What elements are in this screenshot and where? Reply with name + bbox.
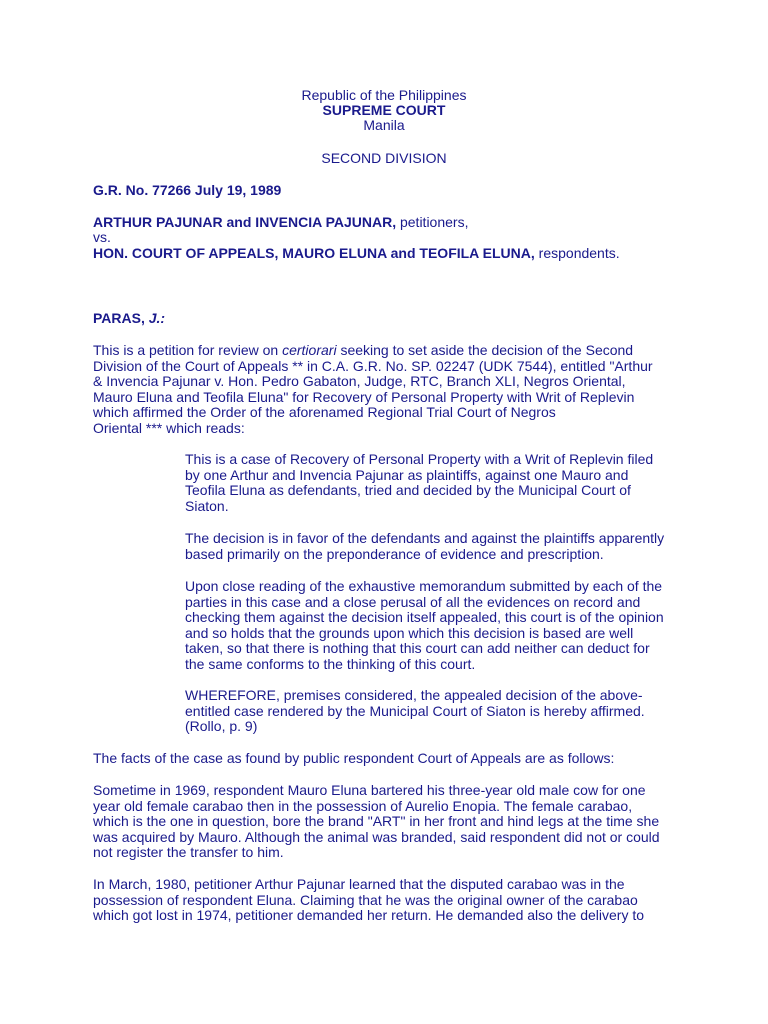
facts-line: possession of respondent Eluna. Claiming that he was the original owner of the carabao (93, 891, 638, 908)
ponente-title: J.: (148, 310, 166, 326)
facts-line: was acquired by Mauro. Although the animal was branded, said respondent did not or could (93, 828, 660, 845)
facts-line: year old female carabao then in the possession of Aurelio Enopia. The female carabao, (93, 797, 633, 814)
facts-paragraph (93, 877, 713, 924)
intro-line: which affirmed the Order of the aforenamed Regional Trial Court of Negros (93, 404, 556, 420)
quote-line: Teofila Eluna as defendants, tried and decided by the Municipal Court of (185, 482, 631, 498)
intro-line: Oriental *** which reads: (93, 419, 245, 436)
ponente-name: PARAS, (93, 310, 145, 326)
respondents-role: respondents. (534, 245, 620, 261)
facts-paragraph (93, 783, 713, 861)
quote-line: parties in this case and a close perusal of all the evidences on record and (185, 593, 641, 610)
quote-paragraph (185, 579, 685, 672)
quote-line: taken, so that there is nothing that this court can add neither can deduct for (185, 640, 650, 656)
court-city: Manila (363, 117, 405, 133)
quote-line: (Rollo, p. 9) (185, 718, 258, 734)
respondents-names: HON. COURT OF APPEALS, MAURO ELUNA and TEOFILA ELUNA, (93, 245, 535, 261)
petitioners-role: petitioners, (396, 214, 469, 230)
petitioners-line (93, 215, 653, 231)
republic-line: Republic of the Philippines (301, 87, 467, 103)
gr-number: G.R. No. 77266 July 19, 1989 (93, 182, 282, 198)
quote-line: by one Arthur and Invencia Pajunar as plaintiffs, against one Mauro and (185, 466, 629, 483)
division-title: SECOND DIVISION (321, 150, 447, 166)
quote-line: the same conforms to the thinking of this court. (185, 655, 476, 672)
quote-paragraph (185, 688, 685, 735)
facts-line: not register the transfer to him. (93, 844, 284, 860)
quote-line: This is a case of Recovery of Personal Property with a Writ of Replevin filed (185, 451, 654, 467)
quote-line: entitled case rendered by the Municipal Court of Siaton is hereby affirmed. (185, 702, 645, 719)
intro-paragraph (93, 343, 693, 436)
intro-italic: certiorari (282, 342, 337, 358)
facts-intro: The facts of the case as found by public respondent Court of Appeals are as follows: (93, 750, 615, 766)
intro-line: Mauro Eluna and Teofila Eluna" for Recovery of Personal Property with Writ of Replevin (93, 388, 635, 405)
quote-paragraph (185, 531, 685, 562)
facts-line: which is the one in question, bore the brand "ART" in her front and hind legs at the time she (93, 813, 660, 829)
intro-line: Division of the Court of Appeals ** in C.A. G.R. No. SP. 02247 (UDK 7544), entitled "Arthur (93, 357, 653, 374)
facts-line: In March, 1980, petitioner Arthur Pajunar learned that the disputed carabao was in the (93, 876, 625, 892)
respondents-line (93, 246, 693, 262)
quote-line: and so holds that the grounds upon which this decision is based are well (185, 624, 634, 641)
ponente (93, 311, 653, 327)
facts-line: Sometime in 1969, respondent Mauro Eluna bartered his three-year old male cow for one (93, 782, 646, 798)
intro-text: seeking to set aside the decision of the Second (336, 342, 634, 358)
quote-line: WHEREFORE, premises considered, the appealed decision of the above- (185, 687, 643, 703)
quote-line: Siaton. (185, 497, 229, 514)
intro-line (93, 343, 693, 359)
court-name: SUPREME COURT (322, 102, 446, 118)
quote-line: Upon close reading of the exhaustive memorandum submitted by each of the (185, 578, 663, 594)
petitioners-names: ARTHUR PAJUNAR and INVENCIA PAJUNAR, (93, 214, 397, 230)
quote-paragraph (185, 452, 685, 514)
quote-line: checking them against the decision itself appealed, this court is of the opinion (185, 609, 664, 625)
facts-line: which got lost in 1974, petitioner demanded her return. He demanded also the delivery to (93, 907, 645, 923)
quote-line: based primarily on the preponderance of evidence and prescription. (185, 545, 604, 562)
intro-text: This is a petition for review on (93, 342, 283, 358)
versus: vs. (93, 229, 111, 245)
intro-line: & Invencia Pajunar v. Hon. Pedro Gabaton, Judge, RTC, Branch XLI, Negros Oriental, (93, 373, 626, 389)
quote-line: The decision is in favor of the defendants and against the plaintiffs apparently (185, 530, 665, 546)
